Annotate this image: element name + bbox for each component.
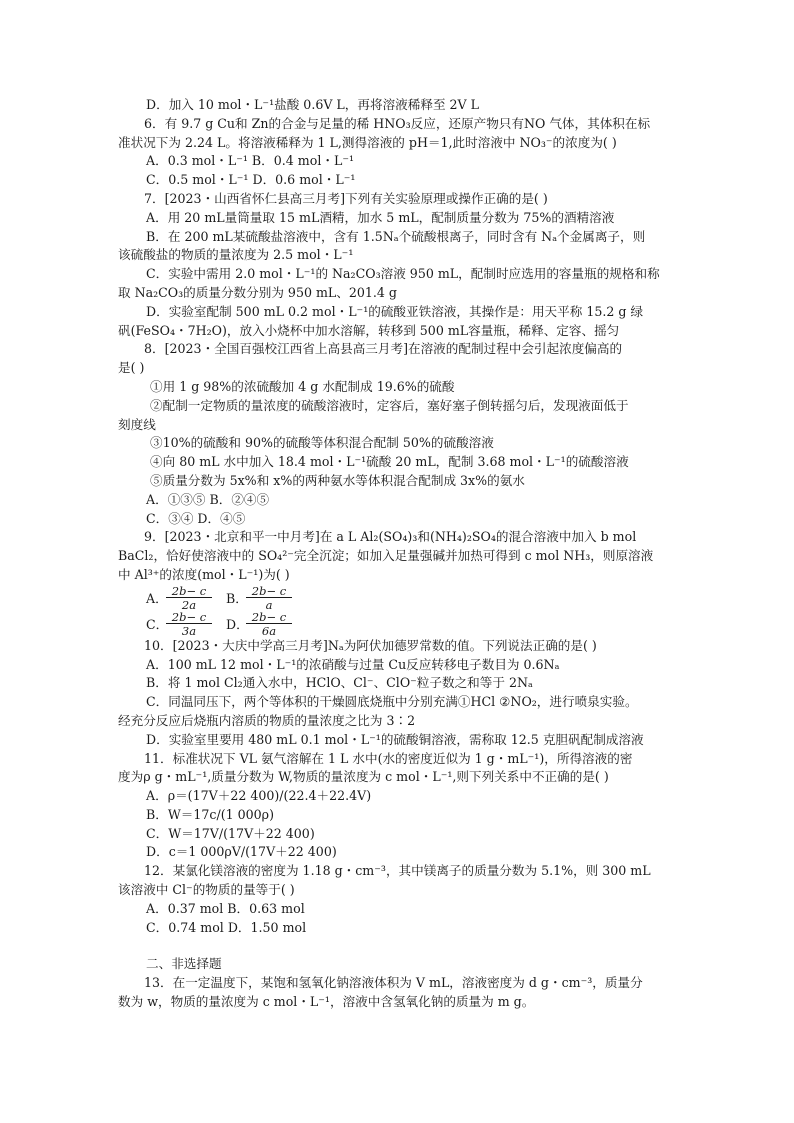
fraction-numerator: 2b− c [171,583,207,598]
text-line-m02: A．100 mL 12 mol・L⁻¹的浓硝酸与过量 Cu反应转移电子数目为 0.6Nₐ [146,656,560,672]
text-line-l25: BaCl₂，恰好使溶液中的 SO₄²⁻完全沉淀；如加入足量强碱并加热可得到 c mol NH₃，则原溶液 [118,548,654,564]
text-line-l12: D．实验室配制 500 mL 0.2 mol・L⁻¹的硫酸亚铁溶液，其操作是：用天平称 15.2 g 绿 [146,303,644,319]
text-line-n01: 二、非选择题 [146,956,222,972]
text-line-l05: C．0.5 mol・L⁻¹ D．0.6 mol・L⁻¹ [146,172,356,188]
q9-option-label: B． [226,591,248,607]
text-line-m07: 11．标准状况下 VL 氨气溶解在 1 L 水中(水的密度近似为 1 g・mL⁻¹)，所得溶液的密 [144,750,633,766]
text-line-m11: C．W＝17V/(17V＋22 400) [146,825,315,841]
q9-option-row [118,585,688,611]
text-line-m16: C．0.74 mol D．1.50 mol [146,919,307,935]
q9-options [118,585,688,637]
text-line-l02: 6．有 9.7 g Cu和 Zn的合金与足量的稀 HNO₃反应，还原产物只有NO 气体，其体积在标 [144,115,651,131]
text-line-l24: 9．[2023・北京和平一中月考]在 a L Al₂(SO₄)₃和(NH₄)₂SO₄的混合溶液中加入 b mol [144,529,637,545]
text-line-l03: 准状况下为 2.24 L。将溶液稀释为 1 L,测得溶液的 pH＝1,此时溶液中 NO₃⁻的浓度为( ) [118,134,617,150]
q9-option-fraction [166,585,212,611]
q9-option-fraction [246,585,292,611]
text-line-l17: ②配制一定物质的量浓度的硫酸溶液时，定容后，塞好塞子倒转摇匀后，发现液面低于 [150,397,629,413]
text-line-l16: ①用 1 g 98%的浓硫酸加 4 g 水配制成 19.6%的硫酸 [150,378,455,394]
text-line-m03: B．将 1 mol Cl₂通入水中，HClO、Cl⁻、ClO⁻粒子数之和等于 2Nₐ [146,675,533,691]
text-line-l15: 是( ) [118,360,145,376]
q9-option-label: D． [226,617,249,633]
q9-option-fraction [246,611,292,637]
fraction-denominator: 2a [181,597,197,612]
questions-6-9 [118,96,688,585]
text-line-m10: B．W＝17c/(1 000ρ) [146,806,274,822]
section-gap [118,937,688,955]
text-line-l22: A．①③⑤ B．②④⑤ [146,491,270,507]
q9-option-row [118,611,688,637]
text-line-l26: 中 Al³⁺的浓度(mol・L⁻¹)为( ) [118,566,290,582]
document-content [118,96,688,1012]
questions-10-12 [118,637,688,938]
text-line-l14: 8．[2023・全国百强校江西省上高县高三月考]在溶液的配制过程中会引起浓度偏高的 [144,341,623,357]
text-line-l09: 该硫酸盐的物质的量浓度为 2.5 mol・L⁻¹ [118,247,354,263]
text-line-m06: D．实验室里要用 480 mL 0.1 mol・L⁻¹的硫酸铜溶液，需称取 12.5 克胆矾配制成溶液 [146,731,644,747]
fraction-denominator: 3a [181,623,197,638]
fraction-numerator: 2b− c [171,609,207,624]
text-line-n02: 13．在一定温度下，某饱和氢氧化钠溶液体积为 V mL，溶液密度为 d g・cm⁻³，质量分 [144,975,643,991]
text-line-l08: B．在 200 mL某硫酸盐溶液中，含有 1.5Nₐ个硫酸根离子，同时含有 Nₐ个金属离子，则 [146,228,646,244]
fraction-numerator: 2b− c [251,583,287,598]
text-line-l01: D．加入 10 mol・L⁻¹盐酸 0.6V L，再将溶液稀释至 2V L [146,97,480,112]
text-line-l20: ④向 80 mL 水中加入 18.4 mol・L⁻¹硫酸 20 mL，配制 3.68 mol・L⁻¹的硫酸溶液 [150,454,629,470]
text-line-m09: A．ρ＝(17V＋22 400)/(22.4＋22.4V) [146,788,372,804]
q9-option-label: C． [146,617,169,633]
q9-option-fraction [166,611,212,637]
text-line-l06: 7．[2023・山西省怀仁县高三月考]下列有关实验原理或操作正确的是( ) [144,190,548,206]
fraction-numerator: 2b− c [251,609,287,624]
q9-option-label: A． [146,591,168,607]
text-line-n03: 数为 w，物质的量浓度为 c mol・L⁻¹，溶液中含氢氧化钠的质量为 m g。 [118,994,535,1010]
text-line-l23: C．③④ D．④⑤ [146,510,246,526]
text-line-m14: 该溶液中 Cl⁻的物质的量等于( ) [118,882,295,898]
text-line-l21: ⑤质量分数为 5x%和 x%的两种氨水等体积混合配制成 3x%的氨水 [150,472,525,488]
text-line-l07: A．用 20 mL量筒量取 15 mL酒精，加水 5 mL，配制质量分数为 75%的酒精溶液 [146,209,615,225]
text-line-l18: 刻度线 [118,416,156,432]
text-line-m08: 度为ρ g・mL⁻¹,质量分数为 W,物质的量浓度为 c mol・L⁻¹,则下列关系中不正确的是( ) [118,769,609,785]
section-non-choice [118,955,688,1011]
text-line-l11: 取 Na₂CO₃的质量分数分别为 950 mL、201.4 g [118,284,397,300]
text-line-l19: ③10%的硫酸和 90%的硫酸等体积混合配制 50%的硫酸溶液 [150,435,494,451]
text-line-l10: C．实验中需用 2.0 mol・L⁻¹的 Na₂CO₃溶液 950 mL，配制时应选用的容量瓶的规格和称 [146,266,660,282]
text-line-l13: 矾(FeSO₄・7H₂O)，放入小烧杯中加水溶解，转移到 500 mL容量瓶，稀释、定容、摇匀 [118,322,620,338]
fraction-denominator: a [265,597,273,612]
text-line-m13: 12．某氯化镁溶液的密度为 1.18 g・cm⁻³，其中镁离子的质量分数为 5.1%，则 300 mL [144,863,651,879]
text-line-m05: 经充分反应后烧瓶内溶质的物质的量浓度之比为 3∶2 [118,712,416,728]
text-line-m15: A．0.37 mol B．0.63 mol [146,900,305,916]
text-line-l04: A．0.3 mol・L⁻¹ B．0.4 mol・L⁻¹ [146,153,355,169]
fraction-denominator: 6a [261,623,277,638]
text-line-m12: D．c＝1 000ρV/(17V＋22 400) [146,844,337,860]
text-line-m01: 10．[2023・大庆中学高三月考]Nₐ为阿伏加德罗常数的值。下列说法正确的是( ) [144,637,597,653]
text-line-m04: C．同温同压下，两个等体积的干燥圆底烧瓶中分别充满①HCl ②NO₂，进行喷泉实验。 [146,694,638,710]
